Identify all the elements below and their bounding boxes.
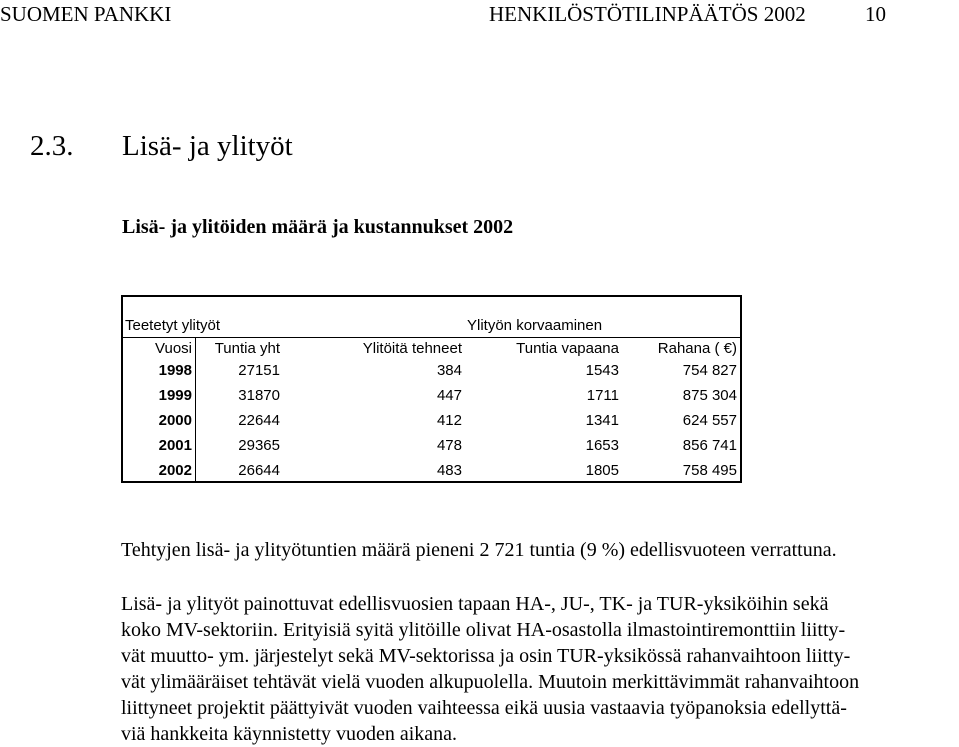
hours-off-cell: 1341	[585, 412, 619, 429]
money-cell: 754 827	[682, 362, 737, 379]
hours-off-cell: 1543	[585, 362, 619, 379]
workers-cell: 483	[436, 462, 462, 479]
header-report-title: HENKILÖSTÖTILINPÄÄTÖS 2002	[489, 2, 806, 26]
column-header-hours-total: Tuntia yht	[214, 340, 280, 357]
page-number: 10	[865, 2, 886, 26]
column-header-year: Vuosi	[155, 340, 192, 357]
table-divider	[121, 337, 742, 338]
paragraph-line: viä hankkeita käynnistetty vuoden aikana.	[121, 723, 458, 745]
table-caption: Lisä- ja ylitöiden määrä ja kustannukset 2002	[122, 216, 514, 238]
table-group-header-compensation: Ylityön korvaaminen	[467, 317, 603, 334]
hours-off-cell: 1805	[585, 462, 619, 479]
workers-cell: 412	[436, 412, 462, 429]
paragraph-summary: Tehtyjen lisä- ja ylityötuntien määrä pieneni 2 721 tuntia (9 %) edellisvuoteen verrattuna.	[121, 539, 837, 561]
money-cell: 856 741	[682, 437, 737, 454]
hours-off-cell: 1711	[586, 387, 619, 404]
year-cell: 2002	[158, 462, 192, 479]
hours-total-cell: 27151	[238, 362, 280, 379]
paragraph-line: vät ylimääräiset tehtävät vielä vuoden alkupuolella. Muutoin merkittävimmät rahanvaihtoon	[121, 671, 860, 693]
section-number: 2.3.	[30, 130, 74, 162]
workers-cell: 384	[436, 362, 462, 379]
hours-off-cell: 1653	[585, 437, 619, 454]
paragraph-details	[121, 591, 951, 747]
column-header-hours-off: Tuntia vapaana	[516, 340, 619, 357]
year-cell: 2000	[158, 412, 192, 429]
section-title: Lisä- ja ylityöt	[122, 130, 293, 162]
year-cell: 2001	[158, 437, 192, 454]
paragraph-line: koko MV-sektoriin. Erityisiä syitä ylitöille olivat HA-osastolla ilmastointiremonttiin liitty-	[121, 619, 846, 641]
money-cell: 758 495	[682, 462, 737, 479]
table-group-header-overtime: Teetetyt ylityöt	[125, 317, 221, 334]
year-cell: 1998	[158, 362, 192, 379]
year-cell: 1999	[158, 387, 192, 404]
paragraph-line: liittyneet projektit päättyivät vuoden vaihteessa eikä uusia vastaavia työpanoksia edellyttä-	[121, 697, 847, 719]
money-cell: 624 557	[682, 412, 737, 429]
column-header-money: Rahana ( €)	[657, 340, 737, 357]
paragraph-line: Lisä- ja ylityöt painottuvat edellisvuosien tapaan HA-, JU-, TK- ja TUR-yksiköihin sekä	[121, 593, 829, 615]
hours-total-cell: 26644	[238, 462, 280, 479]
hours-total-cell: 31870	[238, 387, 280, 404]
header-organization: SUOMEN PANKKI	[0, 2, 172, 26]
hours-total-cell: 22644	[238, 412, 280, 429]
workers-cell: 478	[436, 437, 462, 454]
money-cell: 875 304	[682, 387, 737, 404]
paragraph-line: vät muutto- ym. järjestelyt sekä MV-sektorissa ja osin TUR-yksikössä rahanvaihtoon liitty-	[121, 645, 851, 667]
workers-cell: 447	[436, 387, 462, 404]
hours-total-cell: 29365	[238, 437, 280, 454]
column-header-overtime-workers: Ylitöitä tehneet	[362, 340, 462, 357]
